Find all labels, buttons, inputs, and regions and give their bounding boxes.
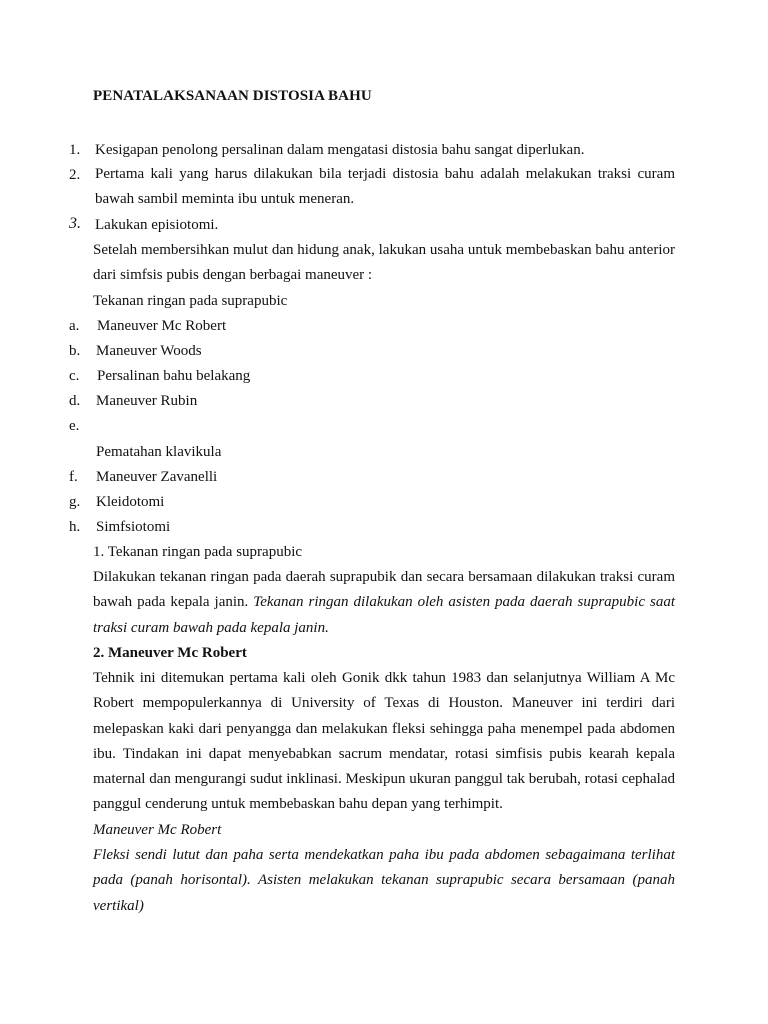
maneuver-c-text: Persalinan bahu belakang bbox=[97, 368, 251, 384]
step-3-marker: 3. bbox=[69, 215, 81, 232]
maneuver-c-marker: c. bbox=[69, 368, 80, 384]
maneuver-a-marker: a. bbox=[69, 318, 80, 334]
step-1-marker: 1. bbox=[69, 142, 81, 158]
step-2-marker: 2. bbox=[69, 167, 81, 183]
maneuver-b-text: Maneuver Woods bbox=[96, 343, 202, 359]
step-2-text: Pertama kali yang harus dilakukan bila terjadi distosia bahu adalah melakukan traksi curam bawah sambil meminta ibu untuk meneran. bbox=[95, 166, 675, 208]
maneuver-h-marker: h. bbox=[69, 519, 81, 535]
intro-paragraph: Setelah membersihkan mulut dan hidung anak, lakukan usaha untuk membebaskan bahu anterior dari simfsis pubis dengan berbagai maneuver : bbox=[93, 242, 675, 284]
section-1-body-italic: Tekanan ringan dilakukan oleh asisten pada daerah suprapubic saat traksi curam bawah pada kepala janin. bbox=[93, 594, 675, 636]
section-1-body bbox=[93, 565, 675, 641]
section-2-body: Tehnik ini ditemukan pertama kali oleh Gonik dkk tahun 1983 dan selanjutnya William A Mc Robert mempopulerkannya di University of Texas di Houston. Maneuver ini terdiri dari melepaskan kaki dari penyangga dan melakukan fleksi sehingga paha menempel pada abdomen ibu. Tindakan ini dapat menyebabkan sacrum mendatar, rotasi simfisis pubis kearah kepala maternal dan mengurangi sudut inklinasi. Meskipun ukuran panggul tak berubah, rotasi cephalad panggul cenderung untuk membebaskan bahu depan yang terhimpit. bbox=[93, 670, 675, 813]
section-1-heading: 1. Tekanan ringan pada suprapubic bbox=[93, 544, 303, 560]
maneuver-g-marker: g. bbox=[69, 494, 81, 510]
maneuver-d-text: Maneuver Rubin bbox=[96, 393, 198, 409]
step-1-text: Kesigapan penolong persalinan dalam mengatasi distosia bahu sangat diperlukan. bbox=[95, 142, 585, 158]
maneuver-f-marker: f. bbox=[69, 469, 78, 485]
step-3-text: Lakukan episiotomi. bbox=[95, 217, 219, 233]
section-1-body-normal: Dilakukan tekanan ringan pada daerah suprapubik dan secara bersamaan dilakukan traksi curam bawah pada kepala janin. bbox=[93, 569, 675, 611]
maneuver-e-marker: e. bbox=[69, 418, 80, 434]
document-title: PENATALAKSANAAN DISTOSIA BAHU bbox=[93, 88, 372, 104]
maneuver-b-marker: b. bbox=[69, 343, 81, 359]
figure-caption-text: Fleksi sendi lutut dan paha serta mendekatkan paha ibu pada abdomen sebagaimana terlihat pada (panah horisontal). Asisten melakukan tekanan suprapubic secara bersamaan (panah vertikal) bbox=[93, 847, 675, 914]
section-2-heading: 2. Maneuver Mc Robert bbox=[93, 645, 247, 661]
maneuver-g-text: Kleidotomi bbox=[96, 494, 165, 510]
maneuver-d-marker: d. bbox=[69, 393, 81, 409]
maneuver-e-text: Pematahan klavikula bbox=[96, 444, 222, 460]
maneuver-f-text: Maneuver Zavanelli bbox=[96, 469, 218, 485]
maneuver-h-text: Simfsiotomi bbox=[96, 519, 171, 535]
first-maneuver-line: Tekanan ringan pada suprapubic bbox=[93, 293, 288, 309]
figure-caption-title: Maneuver Mc Robert bbox=[93, 822, 222, 838]
maneuver-a-text: Maneuver Mc Robert bbox=[97, 318, 227, 334]
